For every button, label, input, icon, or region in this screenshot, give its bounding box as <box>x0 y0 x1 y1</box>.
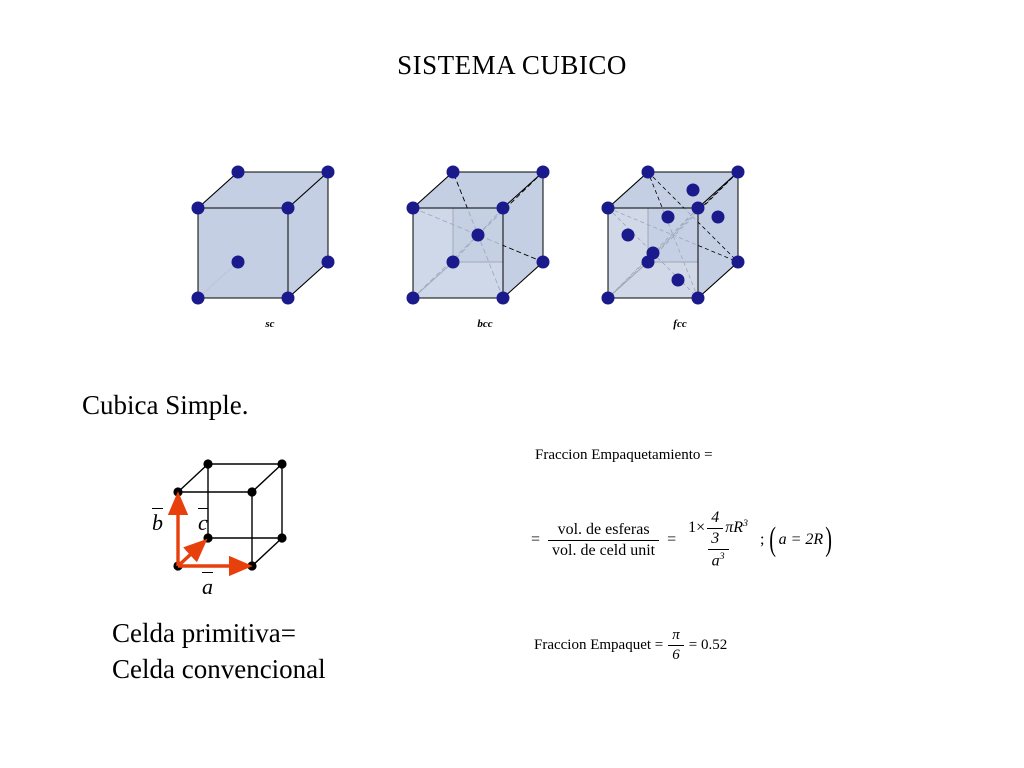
fraction-volumes <box>548 521 659 560</box>
inner-fraction-four-thirds <box>707 509 723 548</box>
six-denominator: 6 <box>668 645 684 664</box>
axis-label-c: c <box>198 510 208 535</box>
celda-text-block <box>112 615 326 687</box>
axis-label-b: b <box>152 510 163 535</box>
cube-figure-sc <box>180 150 360 350</box>
numerator-prefix: 1× <box>688 519 706 537</box>
cube-caption-sc: sc <box>265 318 275 330</box>
axis-label-a: a <box>202 574 213 599</box>
left-paren: ( <box>769 521 777 559</box>
equals-sign-1: = <box>531 531 541 548</box>
numerator-suffix: πR <box>725 519 743 537</box>
formula-main-equation <box>528 495 834 585</box>
fraction-volumes-numerator: vol. de esferas <box>557 520 650 538</box>
cube-figure-bcc <box>395 150 575 350</box>
condition-text: a = 2R <box>778 530 824 548</box>
formula-heading: Fraccion Empaquetamiento = <box>535 447 713 463</box>
cube-caption-fcc: fcc <box>673 318 687 330</box>
section-heading-cubica-simple: Cubica Simple. <box>82 390 249 420</box>
cube-figures-row <box>180 150 820 360</box>
primitive-cell-diagram <box>150 450 330 610</box>
second-equation-label: Fraccion Empaquet = <box>534 636 664 653</box>
fraction-sphere-denominator: $a^3$ <box>708 549 729 570</box>
right-paren: ) <box>825 521 833 559</box>
pi-numerator: π <box>672 626 680 643</box>
condition-group <box>767 521 834 559</box>
second-equation-result: = 0.52 <box>688 636 728 653</box>
formula-second-equation <box>534 620 727 670</box>
fraction-volumes-denominator: vol. de celd unit <box>548 540 659 560</box>
cube-figure-fcc <box>590 150 770 350</box>
equals-sign-2: = <box>667 531 677 548</box>
page-title: SISTEMA CUBICO <box>397 50 627 80</box>
fraction-sphere-numerator <box>684 509 752 549</box>
numerator-exponent: 3 <box>742 518 748 530</box>
inner-fraction-denominator: 3 <box>707 528 723 548</box>
inner-fraction-numerator: 4 <box>711 509 720 527</box>
semicolon-separator: ; <box>759 531 765 548</box>
fraction-sphere-over-a3 <box>684 509 752 570</box>
cube-caption-bcc: bcc <box>477 318 493 330</box>
celda-line-2: Celda convencional <box>112 654 326 684</box>
celda-line-1: Celda primitiva= <box>112 618 296 648</box>
primitive-cell-svg <box>150 450 330 610</box>
fraction-pi-over-six <box>668 627 684 664</box>
